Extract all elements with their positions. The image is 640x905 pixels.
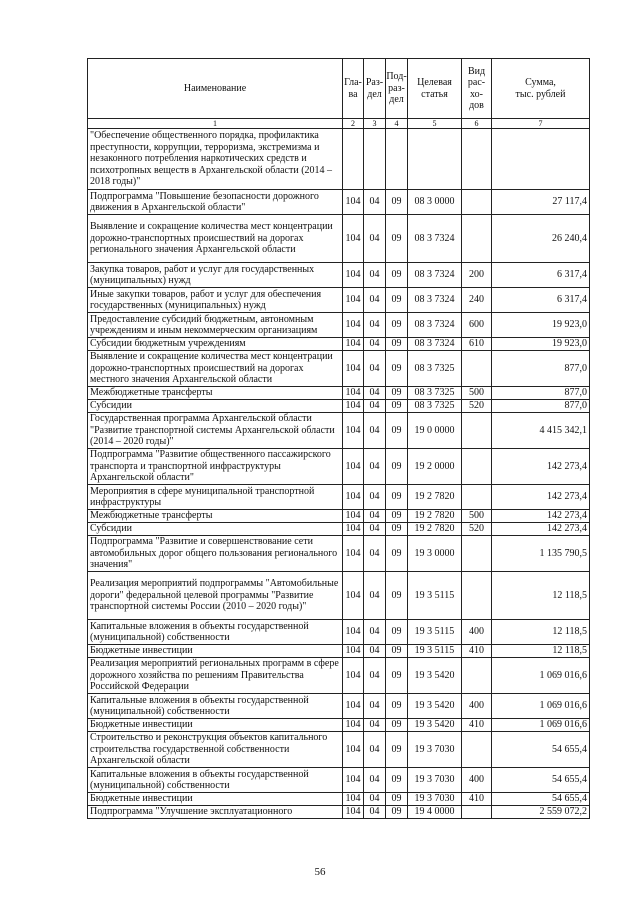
row-sum: 4 415 342,1 [492,413,590,449]
row-target-article: 08 3 7324 [408,313,462,338]
table-row [88,263,590,288]
column-number: 4 [386,119,408,129]
row-sum: 1 069 016,6 [492,658,590,694]
header-expense-type: Вид рас- хо- дов [462,59,492,119]
row-podrazdel [386,129,408,190]
row-podrazdel: 09 [386,215,408,263]
column-numbers-row [88,119,590,129]
row-expense-type [462,732,492,768]
row-podrazdel: 09 [386,806,408,819]
row-expense-type [462,449,492,485]
row-name: Субсидии бюджетным учреждениям [88,338,343,351]
row-podrazdel: 09 [386,658,408,694]
row-sum: 877,0 [492,400,590,413]
row-expense-type: 410 [462,793,492,806]
row-target-article: 08 3 7324 [408,263,462,288]
row-sum: 6 317,4 [492,263,590,288]
row-name: Бюджетные инвестиции [88,793,343,806]
row-target-article: 19 3 7030 [408,732,462,768]
row-target-article: 08 3 0000 [408,190,462,215]
row-sum: 142 273,4 [492,523,590,536]
row-razdel: 04 [364,400,386,413]
header-target-article: Целевая статья [408,59,462,119]
row-razdel: 04 [364,215,386,263]
table-row [88,190,590,215]
row-name: Государственная программа Архангельской области "Развитие транспортной системы Архангельской области (2014 – 2020 годы)" [88,413,343,449]
header-podrazdel: Под- раз- дел [386,59,408,119]
row-target-article: 19 3 5420 [408,694,462,719]
table-row [88,129,590,190]
row-target-article: 19 3 5115 [408,645,462,658]
row-target-article: 19 0 0000 [408,413,462,449]
row-target-article: 08 3 7325 [408,351,462,387]
row-podrazdel: 09 [386,449,408,485]
row-glava: 104 [343,645,364,658]
row-sum: 877,0 [492,387,590,400]
row-glava: 104 [343,719,364,732]
row-sum: 27 117,4 [492,190,590,215]
row-glava: 104 [343,387,364,400]
row-glava: 104 [343,806,364,819]
row-podrazdel: 09 [386,338,408,351]
row-podrazdel: 09 [386,523,408,536]
row-podrazdel: 09 [386,793,408,806]
row-razdel: 04 [364,288,386,313]
row-sum: 142 273,4 [492,510,590,523]
row-target-article: 08 3 7325 [408,387,462,400]
row-sum: 1 135 790,5 [492,536,590,572]
row-razdel: 04 [364,768,386,793]
row-glava: 104 [343,413,364,449]
row-sum: 142 273,4 [492,485,590,510]
table-row [88,645,590,658]
row-expense-type [462,485,492,510]
row-glava: 104 [343,288,364,313]
row-razdel: 04 [364,190,386,215]
row-name: Реализация мероприятий подпрограммы "Автомобильные дороги" федеральной целевой программы "Развитие транспортной системы России (2010 – 2020 годы)" [88,572,343,620]
row-glava: 104 [343,620,364,645]
table-row [88,400,590,413]
row-glava: 104 [343,510,364,523]
row-target-article: 19 3 0000 [408,536,462,572]
row-glava: 104 [343,732,364,768]
row-target-article: 08 3 7324 [408,215,462,263]
table-row [88,215,590,263]
table-row [88,719,590,732]
table-row [88,313,590,338]
row-expense-type: 400 [462,620,492,645]
row-podrazdel: 09 [386,620,408,645]
row-sum: 142 273,4 [492,449,590,485]
row-target-article: 19 3 7030 [408,793,462,806]
row-expense-type: 500 [462,387,492,400]
table-row [88,338,590,351]
row-name: Субсидии [88,523,343,536]
row-glava: 104 [343,694,364,719]
row-podrazdel: 09 [386,313,408,338]
table-row [88,768,590,793]
row-expense-type: 520 [462,523,492,536]
row-podrazdel: 09 [386,510,408,523]
row-target-article: 19 2 7820 [408,523,462,536]
row-name: Закупка товаров, работ и услуг для государственных (муниципальных) нужд [88,263,343,288]
table-row [88,658,590,694]
row-expense-type [462,658,492,694]
row-podrazdel: 09 [386,190,408,215]
row-expense-type: 610 [462,338,492,351]
row-name: Подпрограмма "Улучшение эксплуатационного [88,806,343,819]
row-name: Подпрограмма "Повышение безопасности дорожного движения в Архангельской области" [88,190,343,215]
row-expense-type [462,536,492,572]
row-name: Строительство и реконструкция объектов капитального строительства государственной собственности Архангельской области [88,732,343,768]
row-razdel: 04 [364,338,386,351]
column-number: 1 [88,119,343,129]
row-expense-type [462,351,492,387]
row-sum: 19 923,0 [492,338,590,351]
budget-table-page [87,58,589,819]
header-glava: Гла- ва [343,59,364,119]
row-name: Субсидии [88,400,343,413]
row-name: Межбюджетные трансферты [88,387,343,400]
row-podrazdel: 09 [386,536,408,572]
row-sum: 54 655,4 [492,793,590,806]
row-glava: 104 [343,523,364,536]
table-row [88,806,590,819]
column-number: 2 [343,119,364,129]
row-sum: 54 655,4 [492,768,590,793]
row-razdel: 04 [364,572,386,620]
row-expense-type: 520 [462,400,492,413]
row-expense-type [462,413,492,449]
row-razdel: 04 [364,510,386,523]
row-podrazdel: 09 [386,719,408,732]
row-podrazdel: 09 [386,572,408,620]
row-expense-type [462,190,492,215]
row-razdel: 04 [364,732,386,768]
row-target-article [408,129,462,190]
row-sum: 1 069 016,6 [492,694,590,719]
header-row [88,59,590,119]
table-row [88,620,590,645]
row-sum: 12 118,5 [492,572,590,620]
table-row [88,523,590,536]
row-podrazdel: 09 [386,288,408,313]
row-razdel: 04 [364,806,386,819]
table-row [88,351,590,387]
row-sum: 6 317,4 [492,288,590,313]
row-name: Межбюджетные трансферты [88,510,343,523]
row-target-article: 08 3 7324 [408,288,462,313]
row-name: Бюджетные инвестиции [88,645,343,658]
row-podrazdel: 09 [386,413,408,449]
row-target-article: 19 3 7030 [408,768,462,793]
row-expense-type [462,215,492,263]
row-name: Выявление и сокращение количества мест концентрации дорожно-транспортных происшествий на дорогах местного значения Архангельской области [88,351,343,387]
row-sum [492,129,590,190]
row-razdel [364,129,386,190]
row-razdel: 04 [364,645,386,658]
column-number: 3 [364,119,386,129]
row-glava: 104 [343,400,364,413]
row-podrazdel: 09 [386,351,408,387]
row-glava: 104 [343,768,364,793]
row-name: Капитальные вложения в объекты государственной (муниципальной) собственности [88,768,343,793]
row-razdel: 04 [364,413,386,449]
row-razdel: 04 [364,694,386,719]
row-expense-type: 410 [462,719,492,732]
row-glava: 104 [343,658,364,694]
row-target-article: 08 3 7324 [408,338,462,351]
row-podrazdel: 09 [386,387,408,400]
row-glava: 104 [343,536,364,572]
row-target-article: 19 4 0000 [408,806,462,819]
table-row [88,288,590,313]
row-podrazdel: 09 [386,768,408,793]
row-glava: 104 [343,351,364,387]
row-target-article: 19 2 7820 [408,510,462,523]
row-podrazdel: 09 [386,400,408,413]
row-glava [343,129,364,190]
row-target-article: 19 2 0000 [408,449,462,485]
row-sum: 12 118,5 [492,645,590,658]
row-target-article: 19 3 5420 [408,719,462,732]
row-podrazdel: 09 [386,694,408,719]
row-razdel: 04 [364,263,386,288]
column-number: 5 [408,119,462,129]
row-razdel: 04 [364,485,386,510]
table-row [88,510,590,523]
row-expense-type: 200 [462,263,492,288]
row-target-article: 08 3 7325 [408,400,462,413]
budget-table [87,58,590,819]
row-glava: 104 [343,313,364,338]
table-row [88,536,590,572]
row-name: Предоставление субсидий бюджетным, автономным учреждениям и иным некоммерческим организациям [88,313,343,338]
row-expense-type: 400 [462,694,492,719]
row-name: Мероприятия в сфере муниципальной транспортной инфраструктуры [88,485,343,510]
header-name: Наименование [88,59,343,119]
row-sum: 54 655,4 [492,732,590,768]
row-target-article: 19 2 7820 [408,485,462,510]
row-sum: 26 240,4 [492,215,590,263]
row-glava: 104 [343,338,364,351]
row-glava: 104 [343,793,364,806]
row-podrazdel: 09 [386,485,408,510]
table-row [88,732,590,768]
row-razdel: 04 [364,658,386,694]
row-target-article: 19 3 5420 [408,658,462,694]
row-glava: 104 [343,449,364,485]
row-name: Выявление и сокращение количества мест концентрации дорожно-транспортных происшествий на дорогах регионального значения Архангельской области [88,215,343,263]
row-razdel: 04 [364,523,386,536]
column-number: 6 [462,119,492,129]
header-razdel: Раз- дел [364,59,386,119]
row-name: Подпрограмма "Развитие общественного пассажирского транспорта и транспортной инфраструктуры Архангельской области" [88,449,343,485]
table-row [88,485,590,510]
row-expense-type: 240 [462,288,492,313]
header-sum: Сумма, тыс. рублей [492,59,590,119]
row-glava: 104 [343,485,364,510]
row-name: Подпрограмма "Развитие и совершенствование сети автомобильных дорог общего пользования регионального значения" [88,536,343,572]
row-name: "Обеспечение общественного порядка, профилактика преступности, коррупции, терроризма, экстремизма и незаконного потребления наркотических средств и психотропных веществ в Архангельской области (2014 – 2018 годы)" [88,129,343,190]
row-sum: 2 559 072,2 [492,806,590,819]
row-razdel: 04 [364,351,386,387]
row-expense-type: 400 [462,768,492,793]
column-number: 7 [492,119,590,129]
row-target-article: 19 3 5115 [408,620,462,645]
row-razdel: 04 [364,313,386,338]
row-sum: 877,0 [492,351,590,387]
row-glava: 104 [343,215,364,263]
row-expense-type [462,129,492,190]
row-name: Бюджетные инвестиции [88,719,343,732]
row-expense-type [462,806,492,819]
row-expense-type: 500 [462,510,492,523]
table-row [88,413,590,449]
row-podrazdel: 09 [386,263,408,288]
table-row [88,694,590,719]
row-expense-type [462,572,492,620]
page-number: 56 [314,866,326,878]
row-razdel: 04 [364,536,386,572]
row-glava: 104 [343,263,364,288]
row-sum: 19 923,0 [492,313,590,338]
row-expense-type: 600 [462,313,492,338]
row-sum: 12 118,5 [492,620,590,645]
row-razdel: 04 [364,793,386,806]
row-expense-type: 410 [462,645,492,658]
row-name: Иные закупки товаров, работ и услуг для обеспечения государственных (муниципальных) нужд [88,288,343,313]
table-row [88,449,590,485]
table-row [88,793,590,806]
row-name: Капитальные вложения в объекты государственной (муниципальной) собственности [88,694,343,719]
row-name: Капитальные вложения в объекты государственной (муниципальной) собственности [88,620,343,645]
row-razdel: 04 [364,620,386,645]
table-body [88,129,590,819]
row-podrazdel: 09 [386,645,408,658]
row-razdel: 04 [364,719,386,732]
row-sum: 1 069 016,6 [492,719,590,732]
table-row [88,387,590,400]
table-row [88,572,590,620]
row-podrazdel: 09 [386,732,408,768]
row-glava: 104 [343,572,364,620]
row-razdel: 04 [364,387,386,400]
row-name: Реализация мероприятий региональных программ в сфере дорожного хозяйства по решениям Правительства Российской Федерации [88,658,343,694]
row-target-article: 19 3 5115 [408,572,462,620]
row-glava: 104 [343,190,364,215]
row-razdel: 04 [364,449,386,485]
